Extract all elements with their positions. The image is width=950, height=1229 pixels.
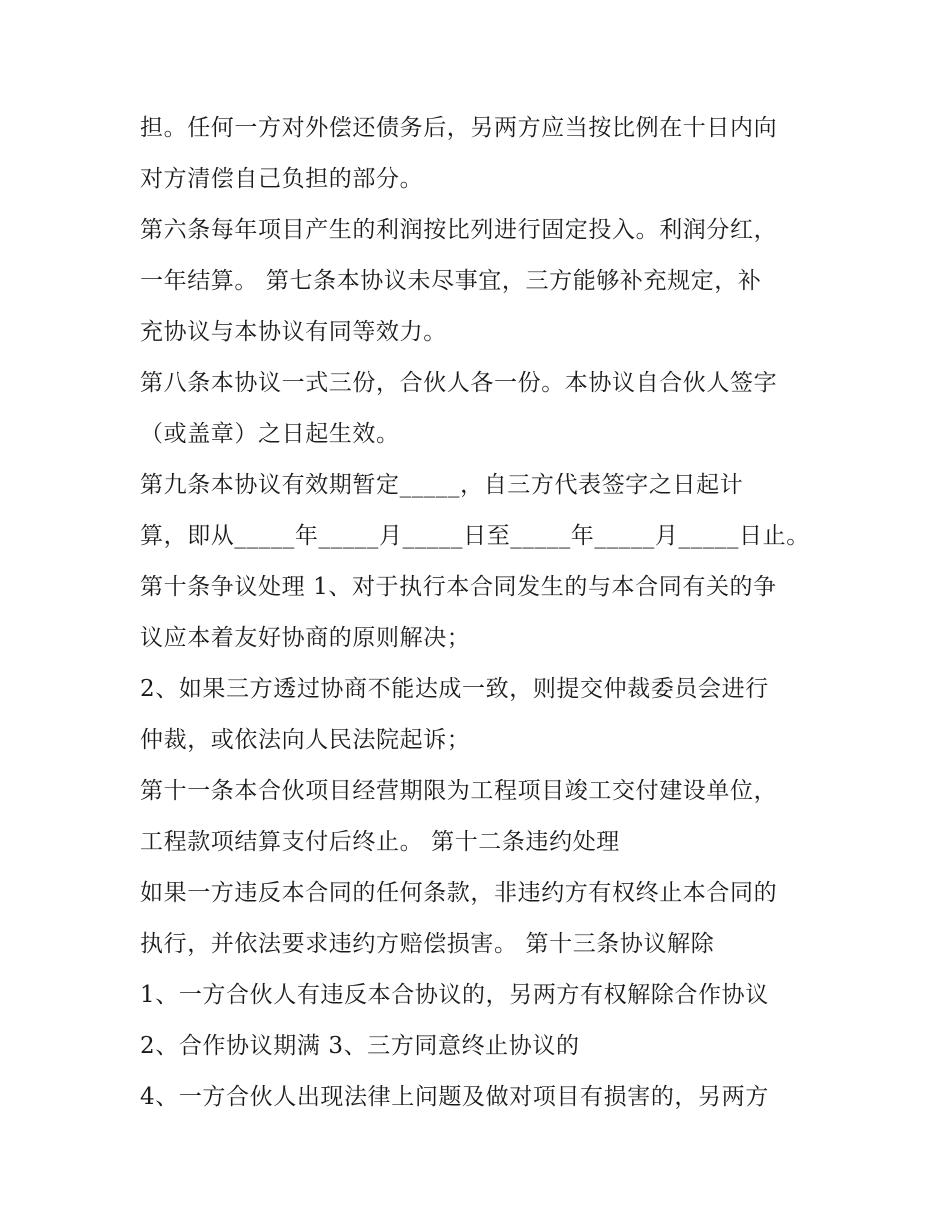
text-line-12: 2、如果三方透过协商不能达成一致，则提交仲裁委员会进行 bbox=[140, 676, 769, 702]
text-line-13: 仲裁，或依法向人民法院起诉； bbox=[140, 727, 471, 753]
text-line-4: 一年结算。 第七条本协议未尽事宜，三方能够补充规定，补 bbox=[140, 268, 762, 294]
text-line-2: 对方清偿自己负担的部分。 bbox=[140, 166, 424, 192]
text-line-8: 第九条本协议有效期暂定_____，自三方代表签字之日起计 bbox=[140, 472, 744, 498]
text-line-17: 执行，并依法要求违约方赔偿损害。 第十三条协议解除 bbox=[140, 931, 715, 957]
text-line-5: 充协议与本协议有同等效力。 bbox=[140, 319, 447, 345]
text-line-1: 担。任何一方对外偿还债务后，另两方应当按比例在十日内向 bbox=[140, 115, 778, 141]
text-line-18: 1、一方合伙人有违反本合协议的，另两方有权解除合作协议 bbox=[140, 982, 769, 1008]
text-line-6: 第八条本协议一式三份，合伙人各一份。本协议自合伙人签字 bbox=[140, 370, 778, 396]
text-line-20: 4、一方合伙人出现法律上问题及做对项目有损害的，另两方 bbox=[140, 1084, 769, 1110]
text-line-10: 第十条争议处理 1、对于执行本合同发生的与本合同有关的争 bbox=[140, 574, 777, 600]
text-line-16: 如果一方违反本合同的任何条款，非违约方有权终止本合同的 bbox=[140, 880, 778, 906]
text-line-11: 议应本着友好协商的原则解决； bbox=[140, 625, 471, 651]
text-line-15: 工程款项结算支付后终止。 第十二条违约处理 bbox=[140, 829, 620, 855]
text-line-9: 算，即从_____年_____月_____日至_____年_____月_____日止。 bbox=[140, 523, 810, 549]
text-line-14: 第十一条本合伙项目经营期限为工程项目竣工交付建设单位， bbox=[140, 778, 778, 804]
text-line-7: （或盖章）之日起生效。 bbox=[140, 421, 400, 447]
text-line-19: 2、合作协议期满 3、三方同意终止协议的 bbox=[140, 1033, 580, 1059]
text-line-3: 第六条每年项目产生的利润按比列进行固定投入。利润分红， bbox=[140, 217, 778, 243]
